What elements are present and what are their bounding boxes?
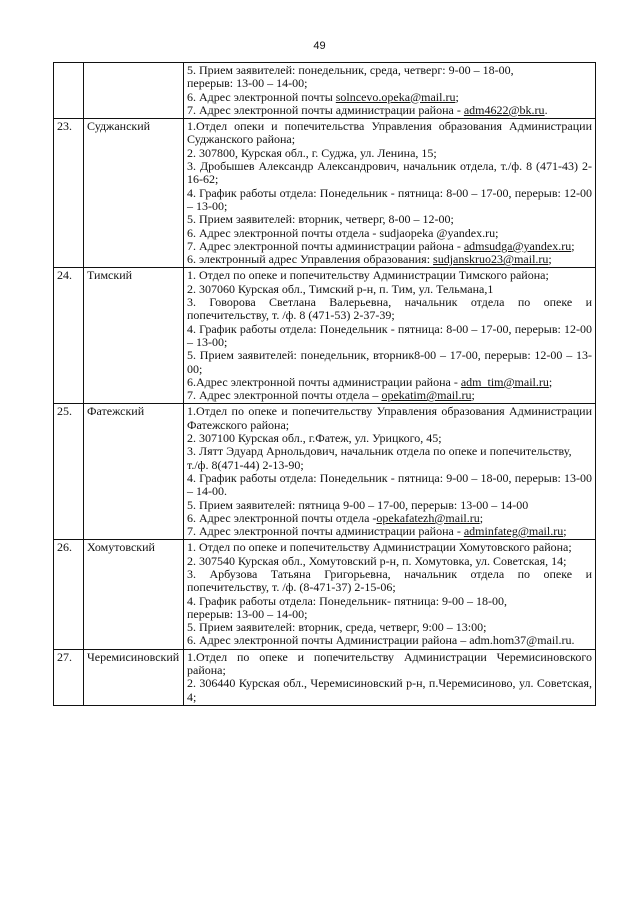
info-line — [187, 525, 592, 538]
info-line — [187, 283, 592, 296]
info-line — [187, 147, 592, 160]
district-name — [84, 63, 184, 119]
info-punctuation: ; — [563, 524, 567, 539]
info-line — [187, 120, 592, 147]
info-text: 3. Лятт Эдуард Арнольдович, начальник отдела по опеке и попечительству, — [187, 444, 572, 459]
info-line — [187, 296, 592, 323]
row-number: 23. — [54, 119, 84, 268]
table-row — [54, 649, 596, 705]
info-line — [187, 104, 592, 117]
info-line — [187, 64, 592, 77]
info-text: 7. Адрес электронной почты администрации района - — [187, 102, 464, 117]
info-line — [187, 555, 592, 568]
district-name: Фатежский — [84, 404, 184, 540]
info-text: 7. Адрес электронной почты администрации района - — [187, 524, 464, 539]
info-line — [187, 227, 592, 240]
info-punctuation: ; — [455, 89, 459, 104]
department-info — [184, 63, 596, 119]
row-number — [54, 63, 84, 119]
info-line — [187, 608, 592, 621]
info-text: 6. Адрес электронной почты — [187, 89, 336, 104]
info-text: 1.Отдел по опеке и попечительству Управления образования Администрации Фатежского района; — [187, 404, 592, 432]
info-text: 2. 307100 Курская обл., г.Фатеж, ул. Урицкого, 45; — [187, 431, 442, 446]
info-line — [187, 651, 592, 678]
district-name: Хомутовский — [84, 540, 184, 649]
info-text: 2. 306440 Курская обл., Черемисиновский р-н, п.Черемисиново, ул. Советская, 4; — [187, 676, 592, 704]
info-text: 2. 307800, Курская обл., г. Суджа, ул. Ленина, 15; — [187, 145, 437, 160]
info-line — [187, 77, 592, 90]
email-link[interactable]: solncevo.opeka@mail.ru — [335, 89, 456, 104]
info-text: 4. График работы отдела: Понедельник - пятница: 8-00 – 17-00, перерыв: 12-00 – 13-00; — [187, 321, 592, 349]
info-text: 1.Отдел опеки и попечительства Управления образования Администрации Суджанского района; — [187, 119, 592, 147]
table-row — [54, 63, 596, 119]
info-line — [187, 541, 592, 554]
info-text: 4. График работы отдела: Понедельник - пятница: 9-00 – 18-00, перерыв: 13-00 – 14-00. — [187, 470, 592, 499]
email-link[interactable]: admsudga@yandex.ru — [463, 238, 572, 253]
info-line — [187, 349, 592, 376]
info-text: 6. Адрес электронной почты отдела - — [187, 510, 377, 525]
info-text: 7. Адрес электронной почты отдела – — [187, 388, 382, 403]
email-link[interactable]: sudjanskruo23@mail.ru — [433, 252, 549, 267]
department-info — [184, 540, 596, 649]
info-text: 7. Адрес электронной почты администрации района - — [187, 238, 464, 253]
department-info — [184, 404, 596, 540]
info-line — [187, 91, 592, 104]
info-line — [187, 459, 592, 472]
email-link[interactable]: opekatim@mail.ru — [381, 388, 472, 403]
info-line — [187, 568, 592, 595]
table-row — [54, 119, 596, 268]
info-line — [187, 160, 592, 187]
info-text: перерыв: 13-00 – 14-00; — [187, 606, 308, 621]
info-text: 5. Прием заявителей: вторник, четверг, 8-00 – 12-00; — [187, 212, 454, 227]
info-text: т./ф. 8(471-44) 2-13-90; — [187, 457, 304, 472]
info-text: 2. 307060 Курская обл., Тимский р-н, п. Тим, ул. Тельмана,1 — [187, 281, 494, 296]
info-text: 5. Прием заявителей: вторник, среда, четверг, 9:00 – 13:00; — [187, 620, 487, 635]
info-line — [187, 405, 592, 432]
page-number: 49 — [313, 40, 326, 52]
info-line — [187, 376, 592, 389]
department-info — [184, 649, 596, 705]
table-row — [54, 268, 596, 404]
info-text: 4. График работы отдела: Понедельник- пятница: 9-00 – 18-00, — [187, 593, 508, 608]
table-row — [54, 540, 596, 649]
info-text: 1.Отдел по опеке и попечительству Администрации Черемисиновского района; — [187, 649, 592, 678]
district-name: Тимский — [84, 268, 184, 404]
row-number: 26. — [54, 540, 84, 649]
info-text: 5. Прием заявителей: понедельник, вторник8-00 – 17-00, перерыв: 12-00 – 13-00; — [187, 348, 592, 376]
info-text: перерыв: 13-00 – 14-00; — [187, 76, 308, 91]
info-text: 3. Говорова Светлана Валерьевна, начальник отдела по опеке и попечительству, т. /ф. 8 (471-53) 2-37-39; — [187, 295, 592, 323]
info-punctuation: ; — [479, 510, 484, 525]
info-line — [187, 240, 592, 253]
info-line — [187, 269, 592, 282]
info-text: 4. График работы отдела: Понедельник - пятница: 8-00 – 17-00, перерыв: 12-00 – 13-00; — [187, 185, 592, 213]
info-line — [187, 595, 592, 608]
info-text: 2. 307540 Курская обл., Хомутовский р-н, п. Хомутовка, ул. Советская, 14; — [187, 553, 567, 568]
info-text: 1. Отдел по опеке и попечительству Администрации Хомутовского района; — [187, 540, 572, 555]
info-text: 5. Прием заявителей: понедельник, среда, четверг: 9-00 – 18-00, — [187, 63, 514, 77]
department-info — [184, 119, 596, 268]
info-text: 3. Дробышев Александр Александрович, начальник отдела, т./ф. 8 (471-43) 2-16-62; — [187, 159, 592, 187]
info-line — [187, 432, 592, 445]
info-line — [187, 253, 592, 266]
info-punctuation: ; — [471, 388, 475, 403]
info-punctuation: ; — [548, 252, 552, 267]
info-line — [187, 512, 592, 525]
email-link[interactable]: adm4622@bk.ru — [463, 102, 545, 117]
info-punctuation: . — [544, 102, 548, 117]
department-info — [184, 268, 596, 404]
info-line — [187, 499, 592, 512]
email-link[interactable]: adm_tim@mail.ru — [460, 374, 549, 389]
email-link[interactable]: adminfateg@mail.ru — [463, 524, 564, 539]
info-line — [187, 634, 592, 647]
info-line — [187, 445, 592, 458]
info-line — [187, 472, 592, 499]
info-line — [187, 621, 592, 634]
info-line — [187, 389, 592, 402]
info-line — [187, 677, 592, 704]
info-line — [187, 213, 592, 226]
info-punctuation: ; — [548, 374, 553, 389]
guardianship-departments-table — [53, 62, 596, 706]
info-text: 3. Арбузова Татьяна Григорьевна, начальник отдела по опеке и попечительству, т. /ф. (8-471-37) 2-15-06; — [187, 566, 592, 595]
district-name: Черемисиновский — [84, 649, 184, 705]
email-link[interactable]: opekafatezh@mail.ru — [376, 510, 480, 525]
info-text: 1. Отдел по опеке и попечительству Администрации Тимского района; — [187, 268, 549, 283]
district-name: Суджанский — [84, 119, 184, 268]
info-line — [187, 187, 592, 214]
info-line — [187, 323, 592, 350]
row-number: 25. — [54, 404, 84, 540]
table-row — [54, 404, 596, 540]
table-body — [54, 63, 596, 706]
info-text: 6. Адрес электронной почты Администрации района – adm.hom37@mail.ru. — [187, 633, 575, 648]
info-text: 5. Прием заявителей: пятница 9-00 – 17-00, перерыв: 13-00 – 14-00 — [187, 497, 529, 512]
info-text: 6. Адрес электронной почты отдела - sudjaopeka @yandex.ru; — [187, 225, 499, 240]
info-punctuation: ; — [571, 238, 575, 253]
row-number: 27. — [54, 649, 84, 705]
row-number: 24. — [54, 268, 84, 404]
info-text: 6. электронный адрес Управления образования: — [187, 252, 434, 267]
info-text: 6.Адрес электронной почты администрации района - — [187, 374, 461, 389]
